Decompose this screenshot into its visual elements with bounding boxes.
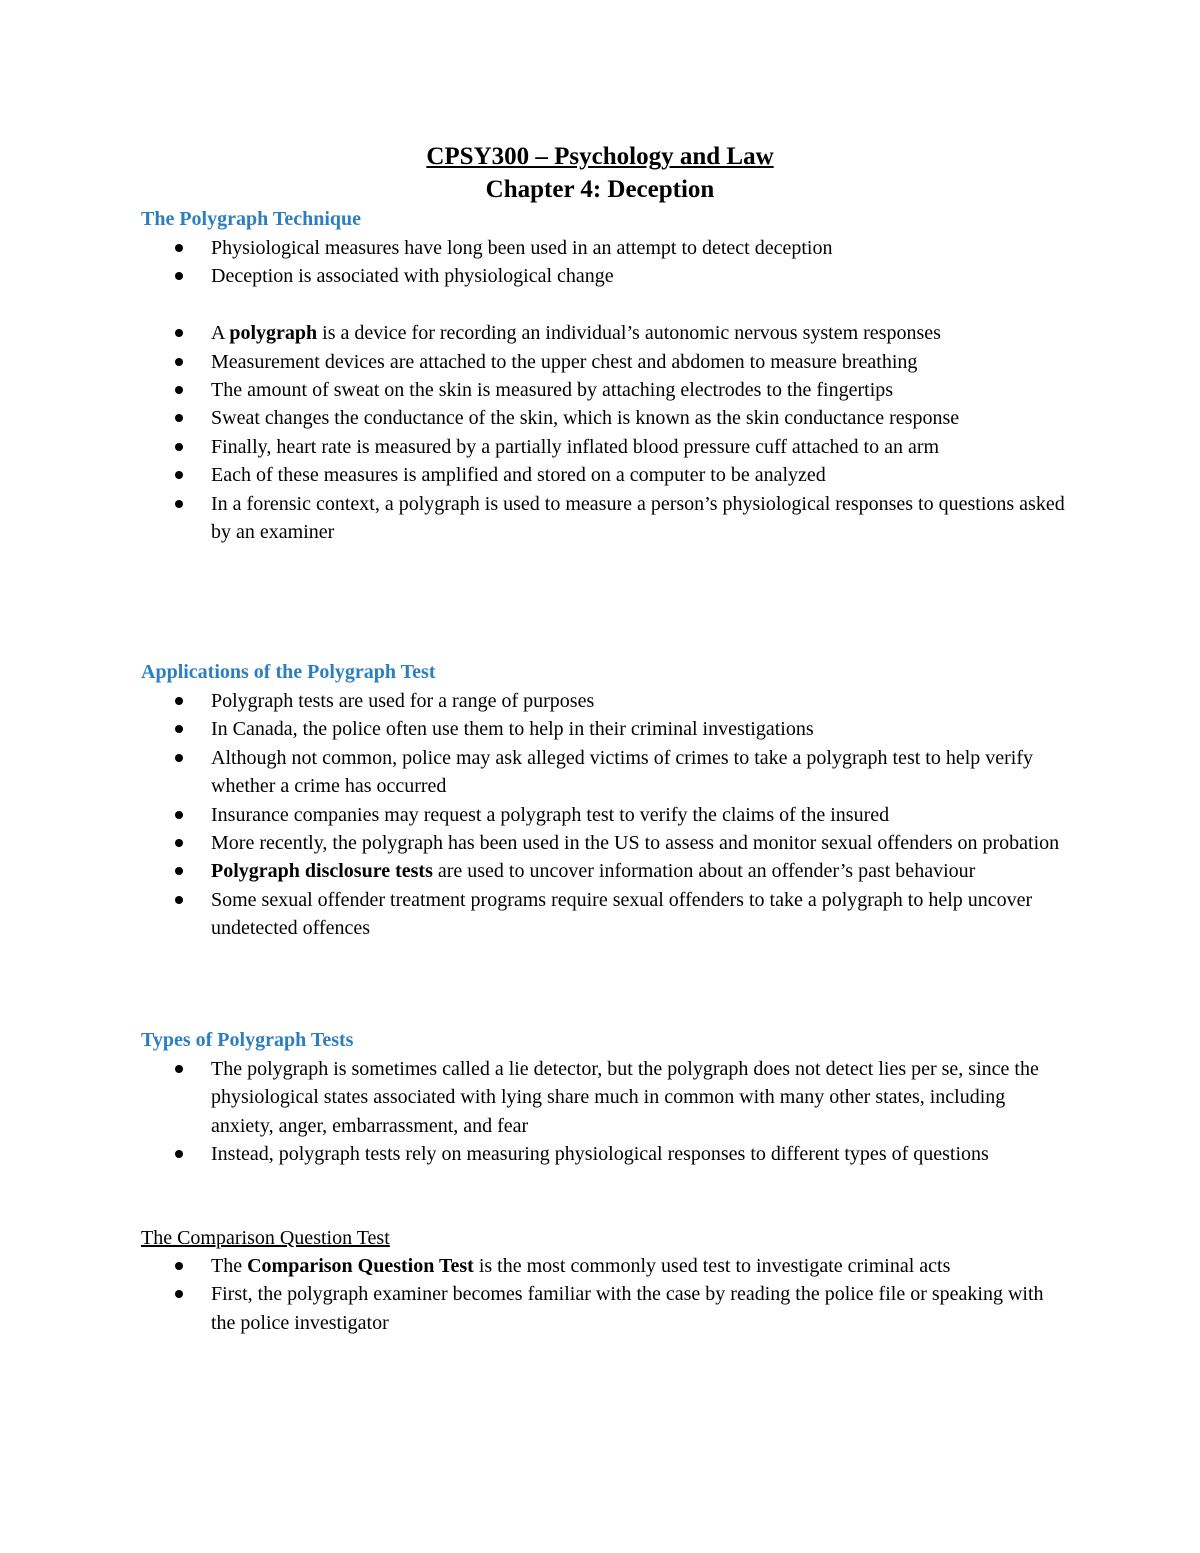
- list-item: In Canada, the police often use them to help in their criminal investigations: [0, 715, 1071, 743]
- list-item: Finally, heart rate is measured by a partially inflated blood pressure cuff attached to an arm: [0, 433, 1071, 461]
- subheading-comparison-question-test: The Comparison Question Test: [141, 1227, 390, 1249]
- list-item: The Comparison Question Test is the most commonly used test to investigate criminal acts: [0, 1252, 1071, 1280]
- list-item: Each of these measures is amplified and stored on a computer to be analyzed: [0, 461, 1071, 489]
- list-item: Although not common, police may ask alleged victims of crimes to take a polygraph test to help verify whether a crime has occurred: [0, 744, 1071, 801]
- bold-term: Polygraph disclosure tests: [211, 860, 433, 883]
- section-heading-types: Types of Polygraph Tests: [141, 1029, 354, 1051]
- list-item: First, the polygraph examiner becomes familiar with the case by reading the police file or speaking with the police investigator: [0, 1280, 1071, 1337]
- bullet-list-applications: [0, 687, 1200, 943]
- list-item: Instead, polygraph tests rely on measuring physiological responses to different types of questions: [0, 1140, 1071, 1168]
- list-item: Measurement devices are attached to the upper chest and abdomen to measure breathing: [0, 348, 1071, 376]
- list-item: In a forensic context, a polygraph is used to measure a person’s physiological responses to questions asked by an examiner: [0, 490, 1071, 547]
- list-item: A polygraph is a device for recording an individual’s autonomic nervous system responses: [0, 319, 1071, 347]
- bullet-list-comparison-question-test: [0, 1252, 1200, 1337]
- section-heading-polygraph-technique: The Polygraph Technique: [141, 208, 362, 230]
- list-item: Polygraph tests are used for a range of purposes: [0, 687, 1071, 715]
- list-item: More recently, the polygraph has been used in the US to assess and monitor sexual offenders on probation: [0, 829, 1071, 857]
- section-heading-applications: Applications of the Polygraph Test: [141, 661, 436, 683]
- bullet-list-types: [0, 1055, 1200, 1169]
- document-title: CPSY300 – Psychology and Law: [426, 143, 774, 170]
- list-item: The polygraph is sometimes called a lie detector, but the polygraph does not detect lies per se, since the physiological states associated with lying share much in common with many other states, including anxiety, anger, embarrassment, and fear: [0, 1055, 1071, 1140]
- chapter-title: Chapter 4: Deception: [485, 176, 715, 203]
- list-item: Polygraph disclosure tests are used to uncover information about an offender’s past behaviour: [0, 857, 1071, 885]
- list-item: The amount of sweat on the skin is measured by attaching electrodes to the fingertips: [0, 376, 1071, 404]
- list-item: Some sexual offender treatment programs require sexual offenders to take a polygraph to help uncover undetected offences: [0, 886, 1071, 943]
- list-item: Insurance companies may request a polygraph test to verify the claims of the insured: [0, 801, 1071, 829]
- list-item: Physiological measures have long been used in an attempt to detect deception: [0, 234, 1071, 262]
- list-item: Deception is associated with physiological change: [0, 262, 1071, 290]
- bullet-list-polygraph-technique: [0, 234, 1200, 546]
- bold-term: Comparison Question Test: [247, 1255, 474, 1277]
- bold-term: polygraph: [229, 322, 318, 345]
- list-item: Sweat changes the conductance of the skin, which is known as the skin conductance response: [0, 404, 1071, 432]
